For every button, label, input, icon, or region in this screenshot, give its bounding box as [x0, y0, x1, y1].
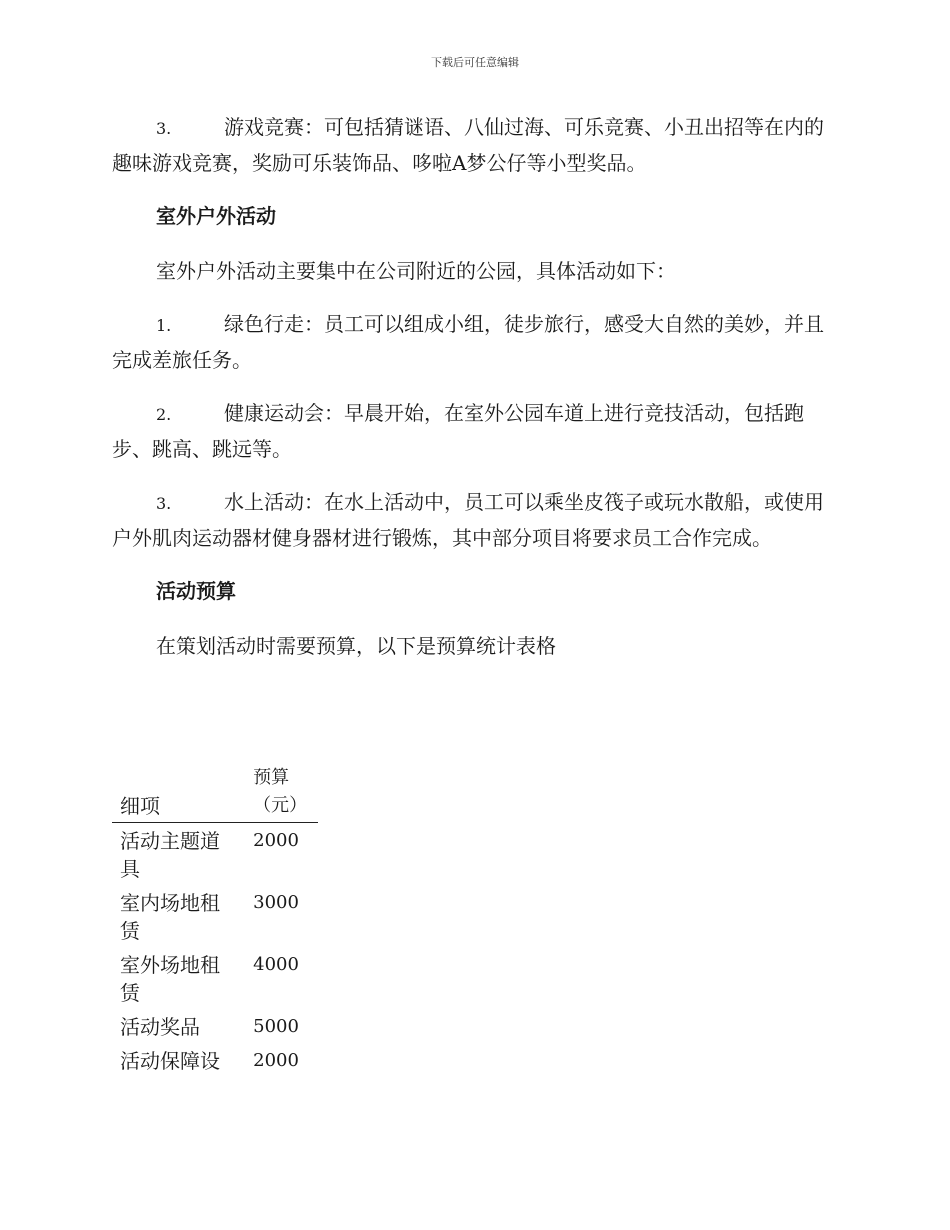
table-cell-amount: 2000 [253, 1050, 299, 1071]
table-cell-amount: 3000 [253, 892, 299, 913]
list-item [112, 307, 834, 377]
list-text: 绿色行走：员工可以组成小组，徒步旅行，感受大自然的美妙，并且完成差旅任务。 [112, 312, 824, 372]
section-heading-outdoor: 室外户外活动 [156, 204, 276, 228]
list-text: 水上活动：在水上活动中，员工可以乘坐皮筏子或玩水散船，或使用户外肌肉运动器材健身器材进行锻炼，其中部分项目将要求员工合作完成。 [112, 490, 824, 550]
list-item [112, 485, 834, 555]
list-item [112, 396, 834, 466]
table-row [112, 1043, 318, 1077]
table-row [112, 885, 318, 947]
outdoor-intro: 室外户外活动主要集中在公司附近的公园，具体活动如下： [156, 259, 676, 283]
table-row [112, 1009, 318, 1043]
table-cell-item: 活动主题道具 [120, 829, 220, 881]
table-cell-item: 室外场地租赁 [120, 953, 220, 1005]
table-cell-amount: 4000 [253, 954, 299, 975]
list-number: 2. [156, 405, 172, 424]
budget-table [112, 764, 318, 1077]
table-cell-item: 活动奖品 [120, 1015, 200, 1039]
document-body [112, 110, 834, 682]
list-item [112, 110, 834, 180]
table-cell-item: 活动保障设 [120, 1049, 220, 1073]
table-header-row [112, 764, 318, 823]
table-row [112, 947, 318, 1009]
section-heading-budget: 活动预算 [156, 579, 236, 603]
table-cell-amount: 5000 [253, 1016, 299, 1037]
table-row [112, 823, 318, 886]
table-cell-item: 室内场地租赁 [120, 891, 220, 943]
column-header-item: 细项 [112, 764, 245, 823]
list-text: 健康运动会：早晨开始，在室外公园车道上进行竞技活动，包括跑步、跳高、跳远等。 [112, 401, 804, 461]
list-number: 3. [156, 494, 172, 513]
list-number: 1. [156, 316, 172, 335]
list-number: 3. [156, 119, 172, 138]
budget-intro: 在策划活动时需要预算，以下是预算统计表格 [156, 634, 556, 658]
table-cell-amount: 2000 [253, 830, 299, 851]
list-text: 游戏竞赛：可包括猜谜语、八仙过海、可乐竞赛、小丑出招等在内的趣味游戏竞赛，奖励可乐装饰品、哆啦A梦公仔等小型奖品。 [112, 115, 824, 175]
column-header-amount: 预算（元） [245, 764, 318, 823]
page-header: 下载后可任意编辑 [431, 56, 519, 69]
